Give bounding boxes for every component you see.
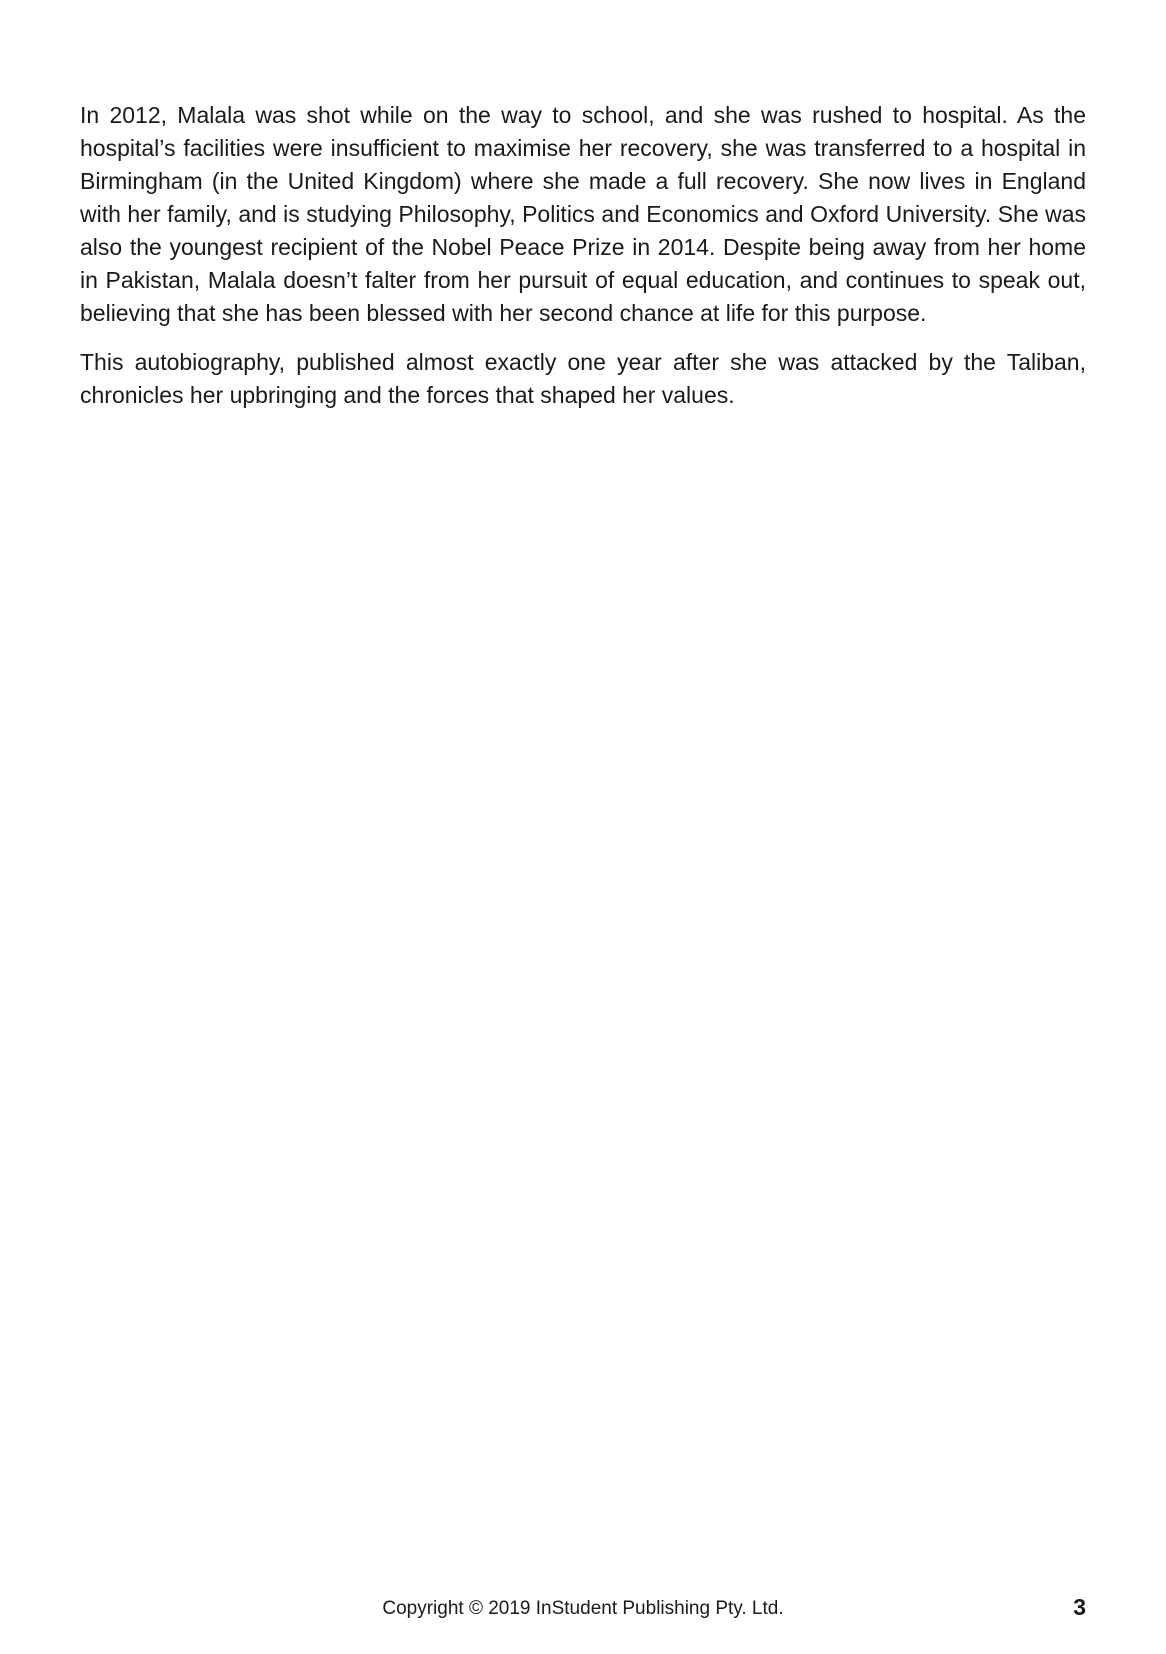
paragraph-2: This autobiography, published almost exactly one year after she was attacked by the Taliban, chronicles her upbringing and the forces that shaped her values.	[80, 349, 1086, 408]
copyright-footer: Copyright © 2019 InStudent Publishing Pty. Ltd.	[382, 1598, 784, 1619]
paragraph-1: In 2012, Malala was shot while on the way to school, and she was rushed to hospital. As the hospital’s facilities were insufficient to maximise her recovery, she was transferred to a hospital in Birmingham (in the United Kingdom) where she made a full recovery. She now lives in England with her family, and is studying Philosophy, Politics and Economics and Oxford University. She was also the youngest recipient of the Nobel Peace Prize in 2014. Despite being away from her home in Pakistan, Malala doesn’t falter from her pursuit of equal education, and continues to speak out, believing that she has been blessed with her second chance at life for this purpose.	[80, 102, 1086, 326]
body-text	[80, 99, 1086, 428]
page-number: 3	[1073, 1594, 1086, 1620]
